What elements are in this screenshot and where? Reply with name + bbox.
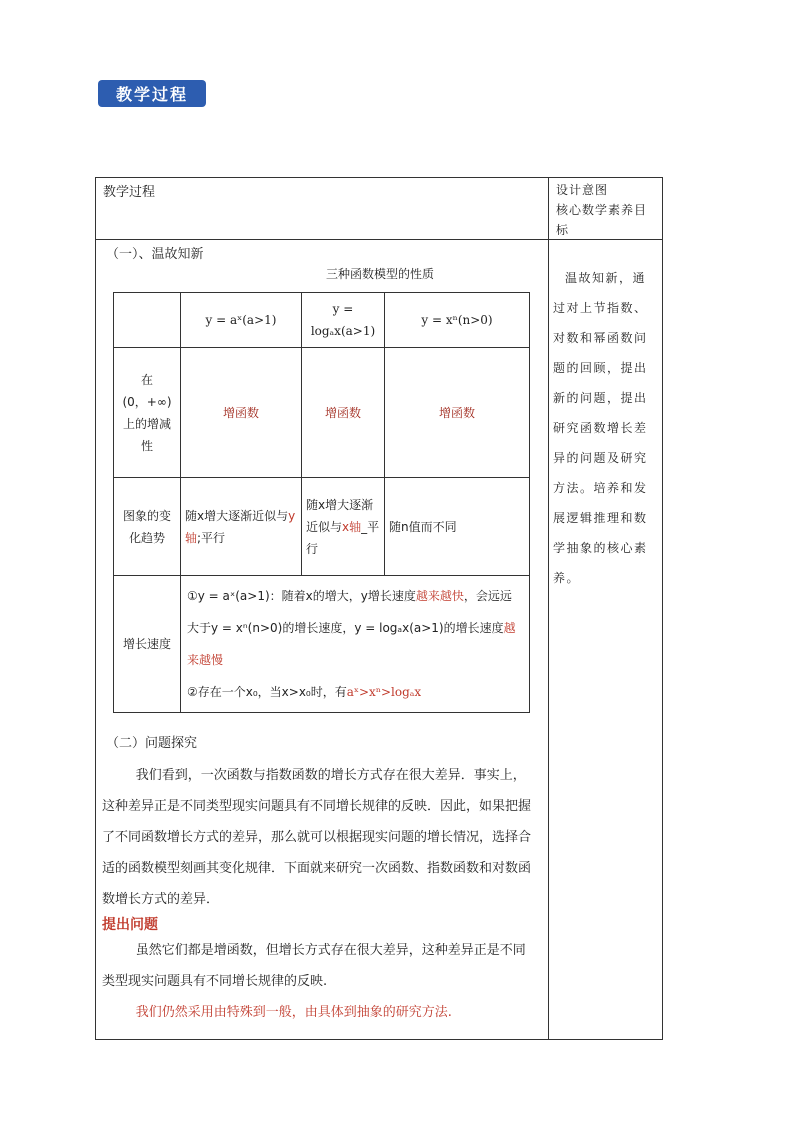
growth-faster-highlight: 越来越快 xyxy=(415,589,464,603)
growth-line1: ①y = aˣ(a>1)：随着x的增大，y增长速度 xyxy=(187,589,416,603)
header-design-intent-line2: 核心数学素养目标 xyxy=(556,203,648,237)
graph-exp-tail: ;平行 xyxy=(197,530,226,545)
method-paragraph: 我们仍然采用由特殊到一般，由具体到抽象的研究方法. xyxy=(135,1005,452,1020)
col-header-power: y = xⁿ(n>0) xyxy=(385,293,530,348)
table-header-row xyxy=(114,293,530,348)
properties-table-title: 三种函数模型的性质 xyxy=(326,267,435,281)
question-paragraph: 虽然它们都是增函数，但增长方式存在很大差异，这种差异正是不同类型现实问题具有不同增长规律的反映. xyxy=(102,943,526,989)
table-corner-cell xyxy=(114,293,181,348)
header-design-intent xyxy=(556,180,656,240)
table-row-growth-speed xyxy=(114,576,530,713)
cell-graph-exp xyxy=(181,478,302,576)
cell-monotonic-log: 增函数 xyxy=(302,348,385,478)
cell-monotonic-exp: 增函数 xyxy=(181,348,302,478)
section1-title: （一）、温故知新 xyxy=(106,247,204,262)
graph-log-text: 随x增大逐渐近似与 xyxy=(306,497,374,534)
cell-graph-power: 随n值而不同 xyxy=(385,478,530,576)
section2-title: （二）问题探究 xyxy=(106,736,198,751)
graph-log-highlight: x轴 xyxy=(342,519,362,534)
growth-line2: ②存在一个x₀，当x>x₀时，有 xyxy=(187,685,347,699)
cell-growth-speed xyxy=(181,576,530,713)
graph-log-tail: _平行 xyxy=(306,519,380,556)
table-row-graph-trend xyxy=(114,478,530,576)
cell-monotonic-power: 增函数 xyxy=(385,348,530,478)
row-label-monotonic: 在(0，+∞)上的增减性 xyxy=(114,348,181,478)
cell-graph-log xyxy=(302,478,385,576)
col-header-logarithmic: y = logₐx(a>1) xyxy=(302,293,385,348)
section-badge: 教学过程 xyxy=(98,80,206,107)
row-label-growth-speed: 增长速度 xyxy=(114,576,181,713)
growth-inequality-highlight: aˣ>xⁿ>logₐx xyxy=(346,685,422,699)
column-divider xyxy=(548,177,549,1040)
graph-exp-text: 随x增大逐渐近似与 xyxy=(185,508,289,523)
col-header-exponential: y = aˣ(a>1) xyxy=(181,293,302,348)
properties-table xyxy=(113,292,530,713)
growth-line1-cont: ，会远远大于y = xⁿ(n>0)的增长速度，y = logₐx(a>1)的增长速度 xyxy=(187,589,512,635)
growth-slower-highlight: 越来越慢 xyxy=(187,621,516,667)
exploration-paragraph: 我们看到，一次函数与指数函数的增长方式存在很大差异．事实上，这种差异正是不同类型现实问题具有不同增长规律的反映．因此，如果把握了不同函数增长方式的差异，那么就可以根据现实问题的增长情况，选择合适的函数模型刻画其变化规律．下面就来研究一次函数、指数函数和对数函数增长方式的差异． xyxy=(102,768,532,907)
raise-question-heading: 提出问题 xyxy=(102,917,158,933)
table-row-monotonic xyxy=(114,348,530,478)
graph-exp-highlight: y轴 xyxy=(185,508,296,545)
row-label-graph-trend: 图象的变化趋势 xyxy=(114,478,181,576)
design-intent-note: 温故知新，通过对上节指数、对数和幂函数问题的回顾，提出新的问题，提出研究函数增长差异的问题及研究方法。培养和发展逻辑推理和数学抽象的核心素养。 xyxy=(553,271,648,585)
header-design-intent-line1: 设计意图 xyxy=(556,183,609,197)
header-teaching-process: 教学过程 xyxy=(103,185,156,200)
